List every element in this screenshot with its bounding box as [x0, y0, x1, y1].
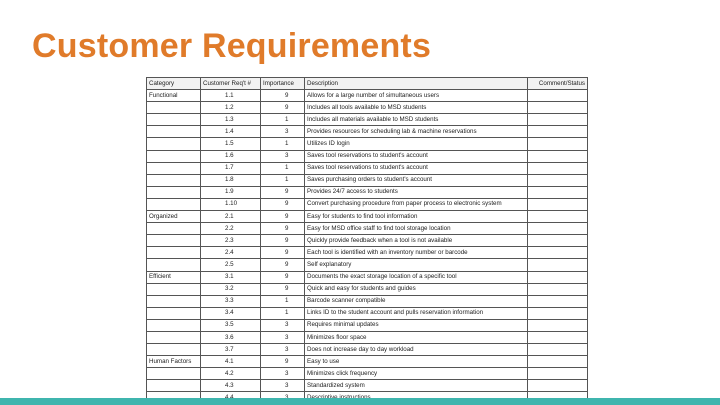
cell-description: Includes all tools available to MSD students — [305, 102, 528, 114]
cell-importance: 3 — [261, 380, 305, 392]
cell-req-number: 1.6 — [201, 150, 261, 162]
table-row — [147, 186, 588, 198]
cell-req-number: 2.2 — [201, 223, 261, 235]
cell-req-number: 4.1 — [201, 356, 261, 368]
cell-description: Utilizes ID login — [305, 138, 528, 150]
table-row — [147, 380, 588, 392]
cell-comment-status — [528, 271, 588, 283]
cell-description: Minimizes floor space — [305, 331, 528, 343]
cell-description: Does not increase day to day workload — [305, 344, 528, 356]
cell-importance: 3 — [261, 319, 305, 331]
cell-comment-status — [528, 211, 588, 223]
cell-comment-status — [528, 380, 588, 392]
cell-importance: 9 — [261, 198, 305, 210]
cell-category — [147, 126, 201, 138]
cell-comment-status — [528, 331, 588, 343]
table-row — [147, 344, 588, 356]
cell-category — [147, 138, 201, 150]
table-row — [147, 198, 588, 210]
cell-comment-status — [528, 283, 588, 295]
cell-comment-status — [528, 247, 588, 259]
cell-category — [147, 283, 201, 295]
cell-comment-status — [528, 162, 588, 174]
cell-req-number: 1.9 — [201, 186, 261, 198]
header-description: Description — [305, 78, 528, 90]
cell-description: Standardized system — [305, 380, 528, 392]
cell-comment-status — [528, 198, 588, 210]
table-row — [147, 368, 588, 380]
cell-description: Each tool is identified with an inventory number or barcode — [305, 247, 528, 259]
header-customer-req-number: Customer Req't # — [201, 78, 261, 90]
cell-comment-status — [528, 259, 588, 271]
cell-category — [147, 380, 201, 392]
cell-comment-status — [528, 368, 588, 380]
cell-importance: 9 — [261, 211, 305, 223]
cell-importance: 9 — [261, 259, 305, 271]
cell-comment-status — [528, 307, 588, 319]
table-row — [147, 271, 588, 283]
cell-category: Functional — [147, 90, 201, 102]
cell-description: Requires minimal updates — [305, 319, 528, 331]
table-row — [147, 235, 588, 247]
cell-description: Easy to use — [305, 356, 528, 368]
table-row — [147, 307, 588, 319]
cell-category — [147, 198, 201, 210]
cell-category — [147, 259, 201, 271]
cell-category: Organized — [147, 211, 201, 223]
cell-description: Links ID to the student account and pulls reservation information — [305, 307, 528, 319]
cell-category — [147, 331, 201, 343]
cell-req-number: 2.3 — [201, 235, 261, 247]
slide-title: Customer Requirements — [32, 27, 432, 65]
cell-description: Saves tool reservations to student's account — [305, 150, 528, 162]
cell-comment-status — [528, 126, 588, 138]
cell-category — [147, 174, 201, 186]
table-row — [147, 259, 588, 271]
cell-req-number: 3.1 — [201, 271, 261, 283]
table-row — [147, 102, 588, 114]
cell-description: Allows for a large number of simultaneous users — [305, 90, 528, 102]
table-row — [147, 247, 588, 259]
cell-comment-status — [528, 90, 588, 102]
cell-description: Self explanatory — [305, 259, 528, 271]
cell-comment-status — [528, 223, 588, 235]
cell-description: Provides 24/7 access to students — [305, 186, 528, 198]
table-row — [147, 174, 588, 186]
header-category: Category — [147, 78, 201, 90]
cell-importance: 1 — [261, 162, 305, 174]
table-row — [147, 114, 588, 126]
cell-req-number: 2.1 — [201, 211, 261, 223]
cell-importance: 1 — [261, 114, 305, 126]
cell-comment-status — [528, 138, 588, 150]
cell-category: Human Factors — [147, 356, 201, 368]
table-row — [147, 295, 588, 307]
cell-description: Saves purchasing orders to student's account — [305, 174, 528, 186]
table-row — [147, 138, 588, 150]
cell-req-number: 2.4 — [201, 247, 261, 259]
cell-comment-status — [528, 295, 588, 307]
table-body — [147, 90, 588, 404]
table-header-row — [147, 78, 588, 90]
cell-comment-status — [528, 174, 588, 186]
table-row — [147, 331, 588, 343]
cell-req-number: 3.4 — [201, 307, 261, 319]
cell-req-number: 1.2 — [201, 102, 261, 114]
cell-description: Easy for MSD office staff to find tool storage location — [305, 223, 528, 235]
cell-importance: 9 — [261, 186, 305, 198]
cell-importance: 9 — [261, 271, 305, 283]
cell-req-number: 3.6 — [201, 331, 261, 343]
cell-importance: 1 — [261, 174, 305, 186]
table-row — [147, 223, 588, 235]
cell-req-number: 1.3 — [201, 114, 261, 126]
cell-comment-status — [528, 344, 588, 356]
cell-comment-status — [528, 114, 588, 126]
cell-category: Efficient — [147, 271, 201, 283]
cell-req-number: 3.5 — [201, 319, 261, 331]
cell-category — [147, 247, 201, 259]
table-row — [147, 162, 588, 174]
cell-req-number: 4.3 — [201, 380, 261, 392]
cell-importance: 9 — [261, 283, 305, 295]
cell-req-number: 1.4 — [201, 126, 261, 138]
cell-category — [147, 186, 201, 198]
table-row — [147, 356, 588, 368]
header-importance: Importance — [261, 78, 305, 90]
cell-importance: 3 — [261, 344, 305, 356]
cell-importance: 9 — [261, 247, 305, 259]
table-row — [147, 211, 588, 223]
table-row — [147, 319, 588, 331]
cell-importance: 9 — [261, 356, 305, 368]
cell-description: Quick and easy for students and guides — [305, 283, 528, 295]
table-row — [147, 90, 588, 102]
cell-category — [147, 319, 201, 331]
cell-comment-status — [528, 235, 588, 247]
cell-description: Minimizes click frequency — [305, 368, 528, 380]
cell-description: Barcode scanner compatible — [305, 295, 528, 307]
cell-comment-status — [528, 150, 588, 162]
cell-category — [147, 344, 201, 356]
cell-category — [147, 368, 201, 380]
cell-importance: 9 — [261, 235, 305, 247]
cell-importance: 3 — [261, 368, 305, 380]
table-row — [147, 126, 588, 138]
requirements-table-container — [146, 77, 587, 389]
cell-description: Includes all materials available to MSD students — [305, 114, 528, 126]
cell-req-number: 1.1 — [201, 90, 261, 102]
cell-comment-status — [528, 102, 588, 114]
cell-category — [147, 307, 201, 319]
cell-req-number: 2.5 — [201, 259, 261, 271]
cell-importance: 3 — [261, 126, 305, 138]
cell-category — [147, 150, 201, 162]
cell-importance: 1 — [261, 307, 305, 319]
cell-description: Saves tool reservations to student's account — [305, 162, 528, 174]
cell-category — [147, 162, 201, 174]
cell-description: Convert purchasing procedure from paper process to electronic system — [305, 198, 528, 210]
cell-req-number: 1.10 — [201, 198, 261, 210]
cell-comment-status — [528, 319, 588, 331]
cell-req-number: 1.5 — [201, 138, 261, 150]
cell-category — [147, 102, 201, 114]
cell-importance: 1 — [261, 295, 305, 307]
cell-description: Provides resources for scheduling lab & machine reservations — [305, 126, 528, 138]
table-row — [147, 283, 588, 295]
cell-comment-status — [528, 356, 588, 368]
cell-comment-status — [528, 186, 588, 198]
table-row — [147, 150, 588, 162]
cell-category — [147, 114, 201, 126]
requirements-table — [146, 77, 588, 405]
cell-importance: 9 — [261, 90, 305, 102]
cell-req-number: 3.2 — [201, 283, 261, 295]
cell-req-number: 3.3 — [201, 295, 261, 307]
cell-importance: 3 — [261, 331, 305, 343]
cell-category — [147, 235, 201, 247]
cell-description: Quickly provide feedback when a tool is not available — [305, 235, 528, 247]
cell-category — [147, 295, 201, 307]
cell-description: Documents the exact storage location of a specific tool — [305, 271, 528, 283]
cell-req-number: 3.7 — [201, 344, 261, 356]
header-comment-status: Comment/Status — [528, 78, 588, 90]
cell-importance: 9 — [261, 102, 305, 114]
cell-description: Easy for students to find tool information — [305, 211, 528, 223]
cell-importance: 9 — [261, 223, 305, 235]
cell-importance: 3 — [261, 150, 305, 162]
cell-category — [147, 223, 201, 235]
cell-req-number: 4.2 — [201, 368, 261, 380]
cell-req-number: 1.8 — [201, 174, 261, 186]
cell-importance: 1 — [261, 138, 305, 150]
cell-req-number: 1.7 — [201, 162, 261, 174]
accent-bar — [0, 398, 720, 405]
